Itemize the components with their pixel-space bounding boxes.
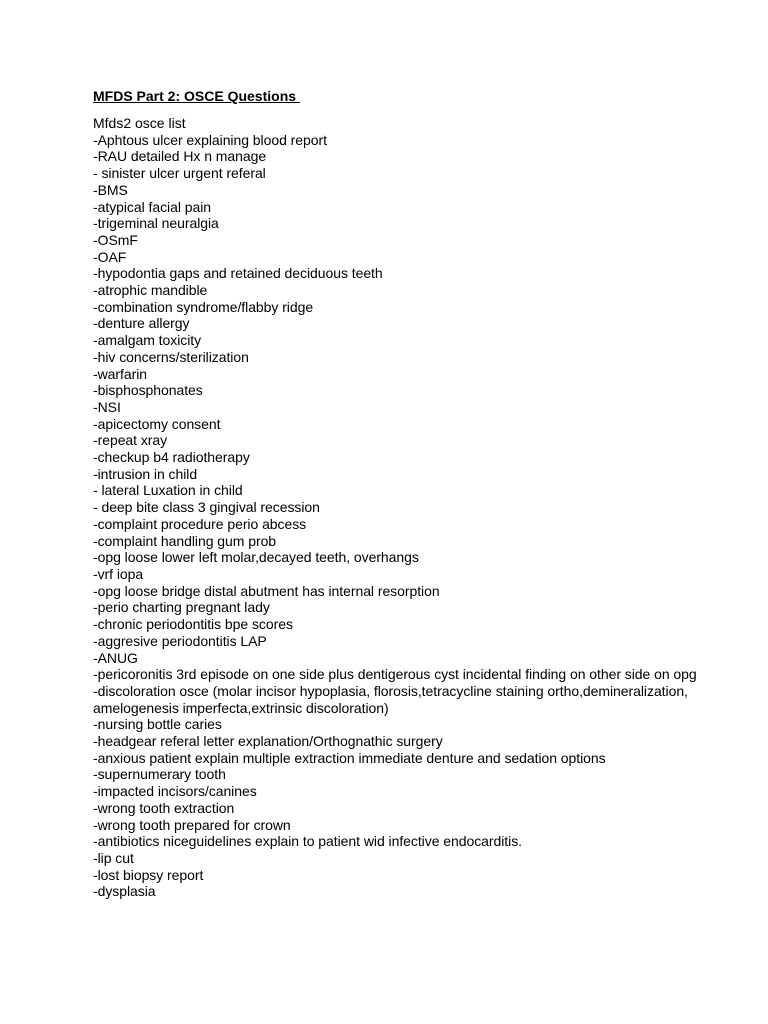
list-item: -combination syndrome/flabby ridge [93,298,314,315]
list-item: -checkup b4 radiotherapy [93,449,250,466]
list-item: -Aphtous ulcer explaining blood report [93,131,327,148]
list-item: -wrong tooth extraction [93,799,235,816]
list-item: -bisphosphonates [93,382,203,399]
list-item: -repeat xray [93,432,168,449]
list-item: -dysplasia [93,883,156,900]
list-item: -pericoronitis 3rd episode on one side plus dentigerous cyst incidental finding on other side on opg [93,666,697,683]
list-item: -NSI [93,398,121,415]
list-item: - lateral Luxation in child [93,482,243,499]
list-item: -complaint handling gum prob [93,532,277,549]
list-item: -supernumerary tooth [93,766,226,783]
list-item: -antibiotics niceguidelines explain to patient wid infective endocarditis. [93,833,522,850]
list-item: -complaint procedure perio abcess [93,515,307,532]
list-item: -anxious patient explain multiple extraction immediate denture and sedation options [93,749,606,766]
list-item: -opg loose bridge distal abutment has internal resorption [93,582,440,599]
list-item: -headgear referal letter explanation/Orthognathic surgery [93,733,443,750]
list-item: -OAF [93,248,127,265]
document-title: MFDS Part 2: OSCE Questions [93,88,300,104]
list-item: -hiv concerns/sterilization [93,348,249,365]
list-item: -hypodontia gaps and retained deciduous teeth [93,265,383,282]
list-item: -denture allergy [93,315,190,332]
list-item: -RAU detailed Hx n manage [93,148,267,165]
list-item: -discoloration osce (molar incisor hypoplasia, florosis,tetracycline staining ortho,demineralization, amelogenesis imperfecta,extrinsic discoloration) [93,682,688,716]
list-item: -vrf iopa [93,565,144,582]
list-item: -opg loose lower left molar,decayed teeth, overhangs [93,549,419,566]
list-intro: Mfds2 osce list [93,115,186,131]
list-item: -perio charting pregnant lady [93,599,270,616]
list-item: -OSmF [93,231,138,248]
list-item: -chronic periodontitis bpe scores [93,616,293,633]
list-item: -lip cut [93,849,134,866]
list-item: -amalgam toxicity [93,332,202,349]
list-item: -lost biopsy report [93,866,204,883]
list-item: -warfarin [93,365,148,382]
list-item: - deep bite class 3 gingival recession [93,499,320,516]
list-item: -atypical facial pain [93,198,212,215]
list-item: -apicectomy consent [93,415,221,432]
list-item: -wrong tooth prepared for crown [93,816,291,833]
list-item: -intrusion in child [93,465,198,482]
list-item: -ANUG [93,649,138,666]
list-item: -aggresive periodontitis LAP [93,632,267,649]
osce-question-list [93,132,753,900]
list-item: -BMS [93,181,128,198]
list-item: -atrophic mandible [93,282,208,299]
list-item: -nursing bottle caries [93,716,222,733]
list-item: -impacted incisors/canines [93,783,257,800]
list-item: - sinister ulcer urgent referal [93,165,266,182]
list-item: -trigeminal neuralgia [93,215,219,232]
document-page [93,87,753,900]
